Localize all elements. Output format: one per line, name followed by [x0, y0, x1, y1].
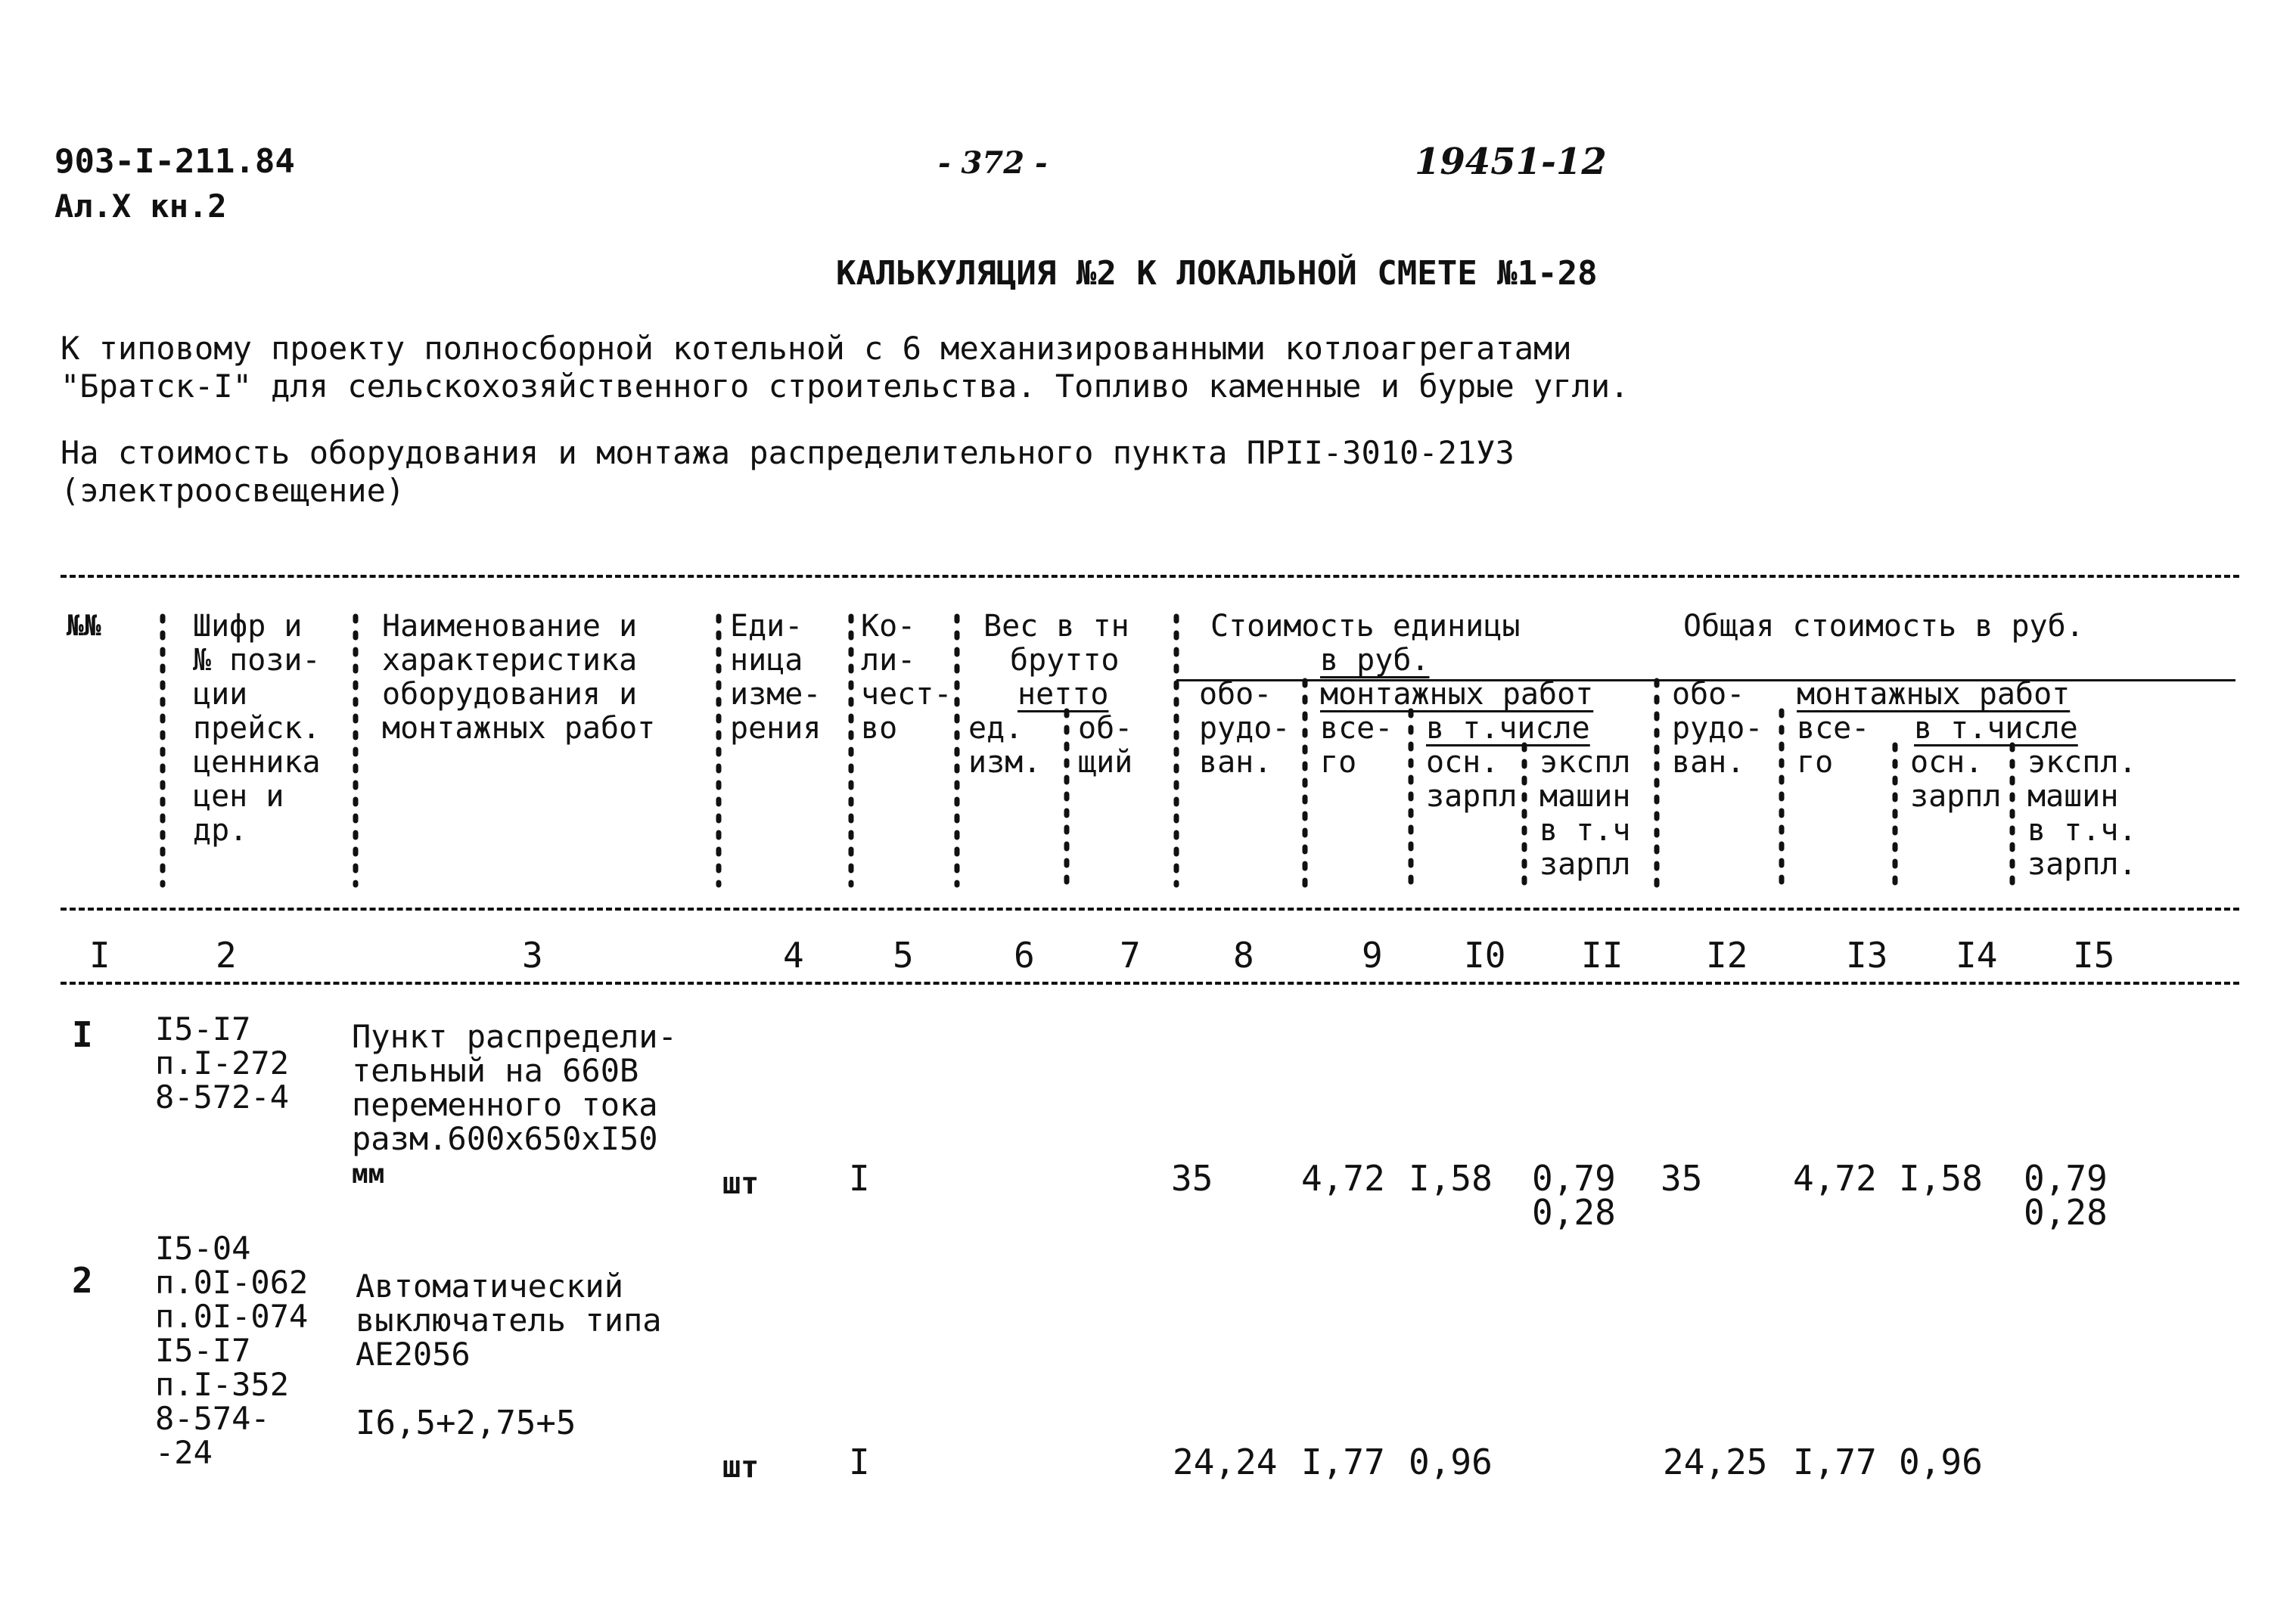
inventory-number: 19451-12: [1415, 141, 1607, 183]
row-2-code-line-1: I5-04: [155, 1230, 251, 1267]
header-col-6-line-2: изм.: [968, 745, 1042, 780]
header-col-5-line-4: во: [861, 711, 898, 746]
col-number-15: I5: [2073, 935, 2115, 976]
header-col-2-line-1: Шифр и: [193, 609, 303, 644]
header-weight-net: нетто: [1018, 677, 1109, 712]
row-2-equipment-unit-cost: 24,24: [1173, 1442, 1278, 1482]
header-col-12-line-3: ван.: [1672, 745, 1745, 780]
header-bottom-rule: [61, 908, 2239, 911]
row-2-equipment-total: 24,25: [1663, 1442, 1768, 1482]
row-1-mounting-unit-cost: 4,72: [1301, 1158, 1385, 1199]
header-col-2-line-4: прейск.: [193, 711, 321, 746]
col-number-13: I3: [1846, 935, 1888, 976]
col-number-9: 9: [1362, 935, 1383, 976]
col-number-1: I: [89, 935, 110, 976]
row-1-unit: шт: [722, 1166, 760, 1201]
header-col-8-line-3: ван.: [1199, 745, 1272, 780]
header-col-15-line-1: экспл.: [2027, 745, 2137, 780]
header-col-11-line-2: машин: [1539, 779, 1631, 814]
header-col-4-line-4: рения: [730, 711, 822, 746]
row-1-name-line-1: Пункт распредели-: [352, 1018, 677, 1055]
album-label: Ал.X кн.2: [54, 188, 227, 225]
row-1-name-line-3: переменного тока: [352, 1086, 658, 1123]
col-number-7: 7: [1120, 935, 1141, 976]
header-col-11-line-3: в т.ч: [1539, 813, 1631, 848]
row-1-quantity: I: [849, 1158, 870, 1199]
row-1-name-line-5: мм: [352, 1159, 385, 1190]
page-title: КАЛЬКУЛЯЦИЯ №2 К ЛОКАЛЬНОЙ СМЕТЕ №1-28: [836, 254, 1598, 293]
row-2-code-line-4: I5-I7: [155, 1332, 251, 1369]
header-col-5-line-3: чест-: [861, 677, 952, 712]
row-1-code-line-2: п.I-272: [155, 1044, 290, 1082]
row-1-mounting-total: 4,72: [1793, 1158, 1877, 1199]
header-col-2-line-5: ценника: [193, 745, 321, 780]
header-col-4-line-2: ница: [730, 643, 803, 678]
row-2-name-line-2: выключатель типа: [356, 1302, 662, 1339]
header-col-13-line-2: го: [1797, 745, 1834, 780]
header-col-11-line-1: экспл: [1539, 745, 1631, 780]
row-2-unit: шт: [722, 1450, 760, 1485]
header-col-5-line-2: ли-: [861, 643, 916, 678]
row-2-formula: I6,5+2,75+5: [356, 1404, 576, 1442]
row-2-mounting-total: I,77: [1793, 1442, 1877, 1482]
header-col-7-line-2: щий: [1078, 745, 1133, 780]
header-col-1: №№: [67, 609, 101, 642]
header-col-8-line-2: рудо-: [1199, 711, 1291, 746]
row-2-mounting-unit-cost: I,77: [1301, 1442, 1385, 1482]
row-1-code-line-3: 8-572-4: [155, 1079, 290, 1116]
header-col-15-line-4: зарпл.: [2027, 847, 2137, 882]
header-col-2-line-7: др.: [193, 813, 248, 848]
header-col-2-line-6: цен и: [193, 779, 284, 814]
row-1-base-wage-total: I,58: [1899, 1158, 1983, 1199]
row-1-equipment-total: 35: [1661, 1158, 1703, 1199]
header-col-3-line-2: характеристика: [382, 643, 638, 678]
header-col-9-line-1: все-: [1320, 711, 1393, 746]
col-number-6: 6: [1014, 935, 1035, 976]
header-col-3-line-1: Наименование и: [382, 609, 638, 644]
row-2-quantity: I: [849, 1442, 870, 1482]
row-2-code-line-7: -24: [155, 1434, 213, 1471]
col-number-2: 2: [216, 935, 237, 976]
row-2-base-wage-unit: 0,96: [1409, 1442, 1493, 1482]
col-number-11: II: [1581, 935, 1623, 976]
header-col-2-line-2: № пози-: [193, 643, 321, 678]
header-col-8-line-1: обо-: [1199, 677, 1272, 712]
purpose-line-1: На стоимость оборудования и монтажа распределительного пункта ПРII-3010-21УЗ: [61, 434, 1515, 471]
subtitle-line-2: "Братск-I" для сельскохозяйственного строительства. Топливо каменные и бурые угли.: [61, 368, 1630, 405]
header-weight-gross: брутто: [1010, 643, 1120, 678]
row-1-equipment-unit-cost: 35: [1171, 1158, 1213, 1199]
row-1-machine-total: 0,79: [2024, 1158, 2108, 1199]
header-col-10-line-1: осн.: [1426, 745, 1499, 780]
page-number: - 372 -: [938, 145, 1048, 181]
row-2-base-wage-total: 0,96: [1899, 1442, 1983, 1482]
row-1-base-wage-unit: I,58: [1409, 1158, 1493, 1199]
row-1-name-line-2: тельный на 660В: [352, 1052, 639, 1089]
project-code: 903-I-211.84: [54, 142, 295, 181]
header-col-14-line-1: осн.: [1910, 745, 1984, 780]
row-2-code-line-3: п.0I-074: [155, 1298, 309, 1335]
row-1-machine-wage-unit: 0,28: [1532, 1192, 1616, 1233]
row-2-code-line-2: п.0I-062: [155, 1264, 309, 1301]
header-col-15-line-3: в т.ч.: [2027, 813, 2137, 848]
header-col-5-line-1: Ко-: [861, 609, 916, 644]
header-incl-unit: в т.числе: [1426, 711, 1590, 746]
col-number-5: 5: [893, 935, 914, 976]
header-weight-group: Вес в тн: [983, 609, 1129, 644]
header-col-12-line-2: рудо-: [1672, 711, 1763, 746]
header-col-14-line-2: зарпл: [1910, 779, 2002, 814]
header-col-4-line-3: изме-: [730, 677, 822, 712]
header-col-4-line-1: Еди-: [730, 609, 803, 644]
header-col-10-line-2: зарпл: [1426, 779, 1518, 814]
header-col-12-line-1: обо-: [1672, 677, 1745, 712]
row-1-number: I: [72, 1014, 93, 1055]
subtitle-line-1: К типовому проекту полносборной котельной с 6 механизированными котлоагрегатами: [61, 330, 1572, 367]
row-1-name-line-4: разм.600х650хI50: [352, 1120, 658, 1157]
col-number-8: 8: [1233, 935, 1254, 976]
row-2-name-line-1: Автоматический: [356, 1268, 624, 1305]
header-col-15-line-2: машин: [2027, 779, 2119, 814]
header-mount-group-total: монтажных работ: [1797, 677, 2071, 712]
row-2-name-line-3: АЕ2056: [356, 1336, 471, 1373]
row-2-code-line-5: п.I-352: [155, 1366, 290, 1403]
row-1-code-line-1: I5-I7: [155, 1010, 251, 1047]
col-number-3: 3: [522, 935, 543, 976]
header-col-11-line-4: зарпл: [1539, 847, 1631, 882]
header-col-7-line-1: об-: [1078, 711, 1133, 746]
purpose-line-2: (электроосвещение): [61, 472, 405, 509]
header-col-3-line-3: оборудования и: [382, 677, 638, 712]
col-number-10: I0: [1464, 935, 1506, 976]
col-number-12: I2: [1706, 935, 1748, 976]
row-2-number: 2: [72, 1260, 93, 1301]
header-col-13-line-1: все-: [1797, 711, 1870, 746]
col-number-14: I4: [1956, 935, 1998, 976]
header-unit-cost-currency: в руб.: [1320, 643, 1430, 678]
header-total-cost-group: Общая стоимость в руб.: [1683, 609, 2084, 644]
row-1-machine-wage-total: 0,28: [2024, 1192, 2108, 1233]
row-1-machine-unit: 0,79: [1532, 1158, 1616, 1199]
header-col-6-line-1: ед.: [968, 711, 1024, 746]
header-col-2-line-3: ции: [193, 677, 248, 712]
row-2-code-line-6: 8-574-: [155, 1400, 270, 1437]
header-mount-group-unit: монтажных работ: [1320, 677, 1594, 712]
header-col-9-line-2: го: [1320, 745, 1357, 780]
header-col-3-line-4: монтажных работ: [382, 711, 656, 746]
column-number-bottom-rule: [61, 982, 2239, 985]
header-incl-total: в т.числе: [1914, 711, 2078, 746]
col-number-4: 4: [783, 935, 804, 976]
header-unit-cost-group: Стоимость единицы: [1210, 609, 1521, 644]
